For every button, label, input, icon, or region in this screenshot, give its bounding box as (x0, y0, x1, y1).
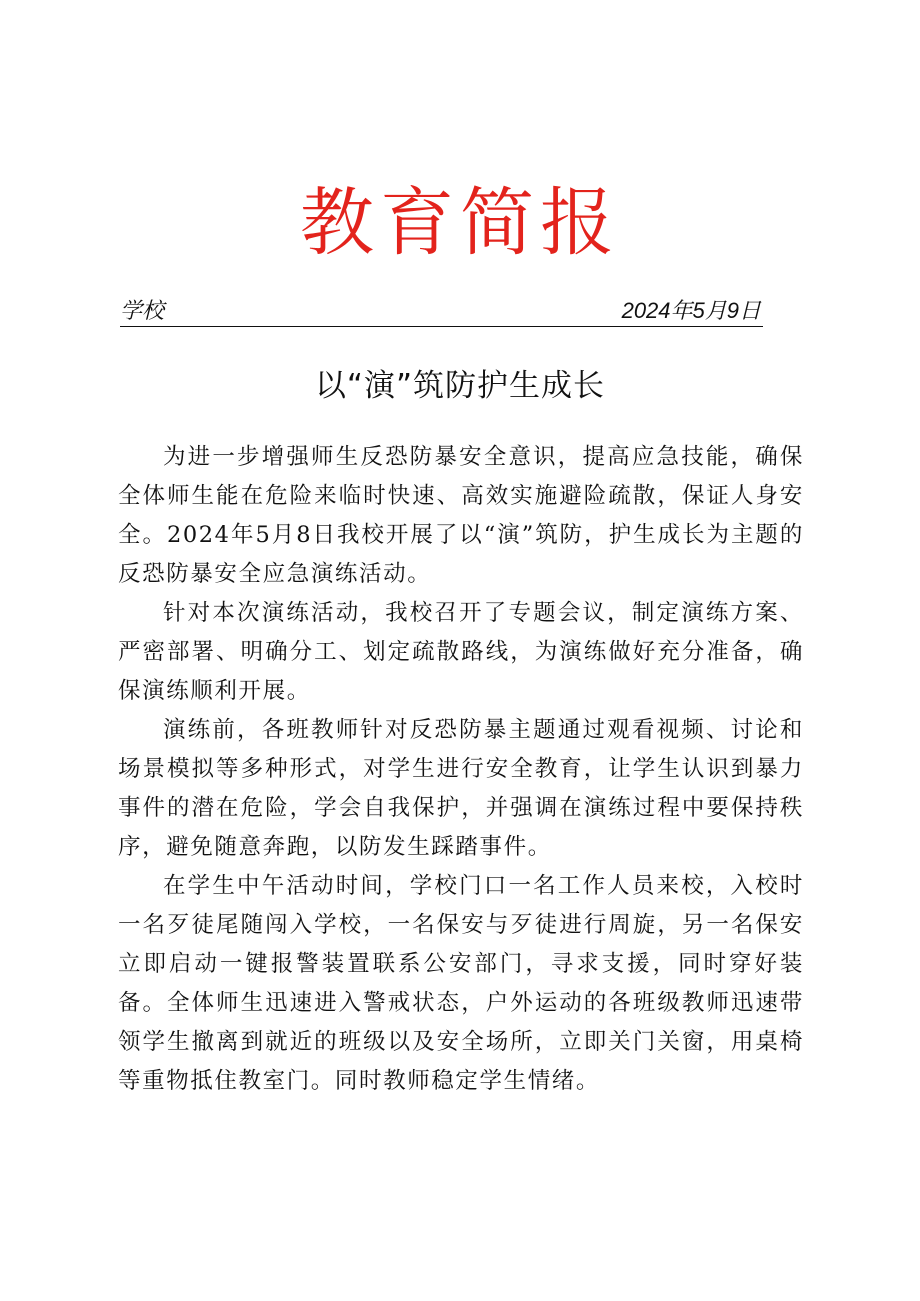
article-paragraph: 演练前，各班教师针对反恐防暴主题通过观看视频、讨论和场景模拟等多种形式，对学生进行安全教育，让学生认识到暴力事件的潜在危险，学会自我保护，并强调在演练过程中要保持秩序，避免随意奔跑，以防发生踩踏事件。 (118, 717, 804, 860)
dateline (120, 296, 763, 327)
school-label: 学校 (120, 298, 165, 323)
article-paragraph: 在学生中午活动时间，学校门口一名工作人员来校，入校时一名歹徒尾随闯入学校，一名保安与歹徒进行周旋，另一名保安立即启动一键报警装置联系公安部门，寻求支援，同时穿好装备。全体师生迅速进入警戒状态，户外运动的各班级教师迅速带领学生撤离到就近的班级以及安全场所，立即关门关窗，用桌椅等重物抵住教室门。同时教师稳定学生情绪。 (118, 873, 804, 1094)
newsletter-masthead: 教育简报 (300, 180, 620, 266)
issue-date: 2024年5月9日 (621, 298, 761, 323)
article-body (118, 438, 804, 1101)
article-title: 以“演”筑防护生成长 (314, 368, 606, 404)
article-paragraph: 针对本次演练活动，我校召开了专题会议，制定演练方案、严密部署、明确分工、划定疏散路线，为演练做好充分准备，确保演练顺利开展。 (118, 600, 804, 704)
article-paragraph: 为进一步增强师生反恐防暴安全意识，提高应急技能，确保全体师生能在危险来临时快速、高效实施避险疏散，保证人身安全。2024年5月8日我校开展了以“演”筑防，护生成长为主题的反恐防暴安全应急演练活动。 (118, 444, 804, 587)
